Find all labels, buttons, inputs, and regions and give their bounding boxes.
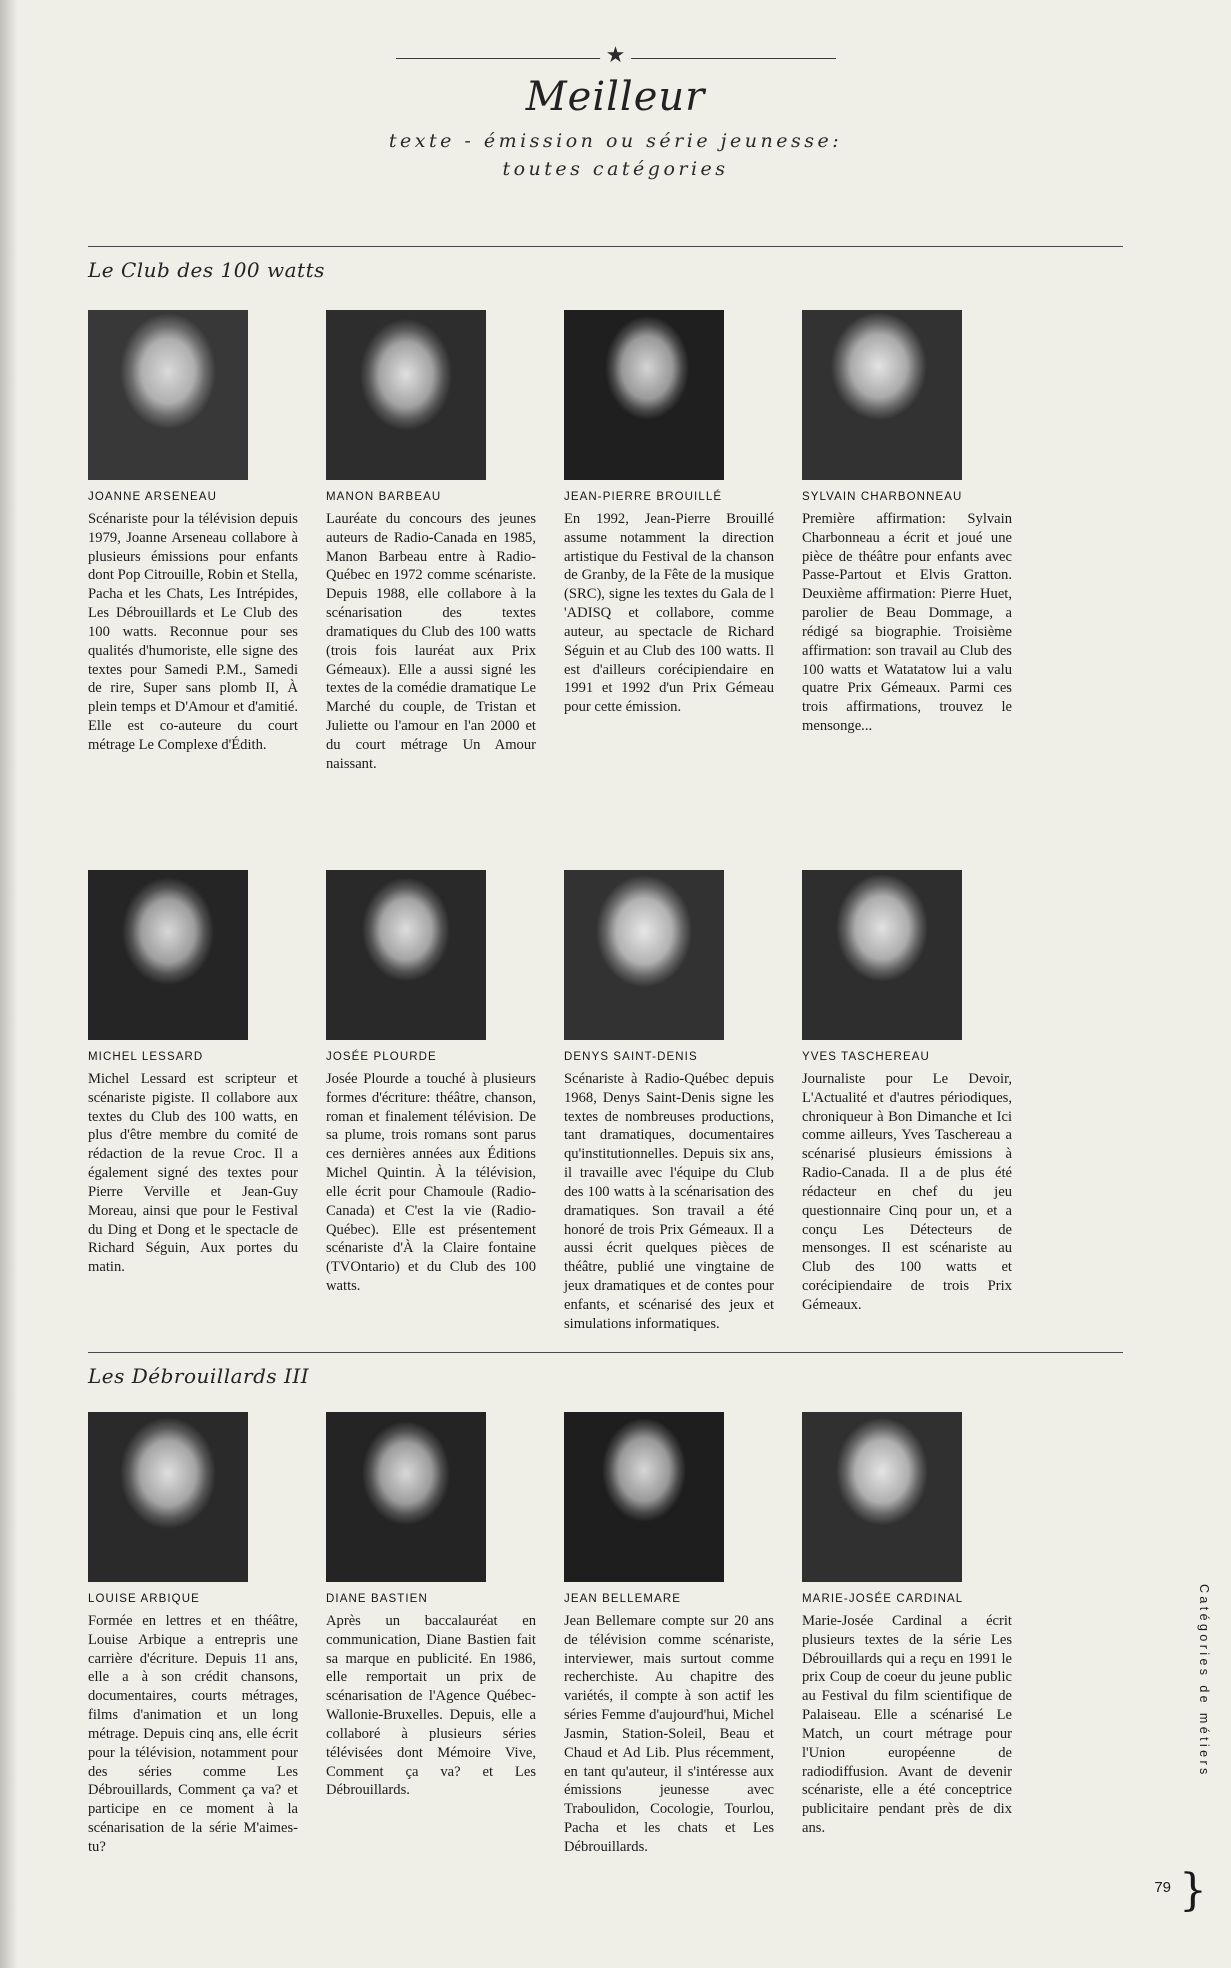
page-title: Meilleur — [525, 74, 706, 120]
people-row-1 — [88, 310, 1123, 773]
person-card — [88, 1412, 298, 1857]
portrait-image — [564, 1412, 724, 1582]
person-card — [564, 870, 774, 1333]
person-name: LOUISE ARBIQUE — [88, 1593, 200, 1605]
person-bio: Marie-Josée Cardinal a écrit plusieurs textes de la série Les Débrouillards qui a reçu en 1991 le prix Coup de coeur du jeune public au Festival du film scientifique de Palaiseau. Elle a scénarisé Le Match, un court métrage pour l'Union européenne de radiodiffusion. Avant de devenir scénariste, elle a été conceptrice publicitaire pendant près de dix ans. — [802, 1613, 1012, 1836]
person-name: MANON BARBEAU — [326, 491, 442, 503]
person-card — [802, 310, 1012, 773]
people-row-2 — [88, 870, 1123, 1333]
portrait-image — [88, 1412, 248, 1582]
person-bio: Josée Plourde a touché à plusieurs formes d'écriture: théâtre, chanson, roman et finalement télévision. De sa plume, trois romans sont parus ces dernières années aux Éditions Michel Quintin. À la télévision, elle écrit pour Chamoule (Radio-Canada) et C'est la vie (Radio-Québec). Elle est présentement scénariste d'À la Claire fontaine (TVOntario) et du Club des 100 watts. — [326, 1071, 536, 1294]
person-bio: En 1992, Jean-Pierre Brouillé assume notamment la direction artistique du Festival de la chanson de Granby, de la Fête de la musique (SRC), signe les textes du Gala de l 'ADISQ et collabore, comme auteur, au spectacle de Richard Séguin et au Club des 100 watts. Il est d'ailleurs corécipiendaire en 1991 et 1992 d'un Prix Gémeau pour cette émission. — [564, 511, 774, 716]
person-name: JOANNE ARSENEAU — [88, 491, 217, 503]
portrait-image — [564, 870, 724, 1040]
portrait-photo — [326, 1412, 486, 1582]
person-bio: Après un baccalauréat en communication, Diane Bastien fait sa marque en publicité. En 1986, elle remportait un prix de scénarisation de l'Agence Québec-Wallonie-Bruxelles. Depuis, elle a collaboré à plusieurs séries télévisées dont Mémoire Vive, Comment ça va? et Les Débrouillards. — [326, 1613, 536, 1799]
star-rule — [396, 44, 836, 66]
person-name: JOSÉE PLOURDE — [326, 1051, 437, 1063]
portrait-photo — [564, 870, 724, 1040]
brace-ornament: } — [1179, 1865, 1207, 1916]
person-bio: Scénariste pour la télévision depuis 1979, Joanne Arseneau collabore à plusieurs émissions pour enfants dont Pop Citrouille, Robin et Stella, Pacha et les Chats, Les Intrépides, Les Débrouillards et Le Club des 100 watts. Reconnue pour ses qualités d'humoriste, elle signe des textes pour Samedi P.M., Samedi de rire, Super sans plomb II, À plein temps et D'Amour et d'amitié. Elle est co-auteure du court métrage Le Complexe d'Édith. — [88, 511, 298, 753]
page-number: 79 — [1154, 1879, 1171, 1896]
person-bio: Lauréate du concours des jeunes auteurs de Radio-Canada en 1985, Manon Barbeau entre à Radio-Québec en 1972 comme scénariste. Depuis 1988, elle collabore à la scénarisation des textes dramatiques du Club des 100 watts (trois fois lauréat aux Prix Gémeaux). Elle a aussi signé les textes de la comédie dramatique Le Marché du couple, de Tristan et Juliette ou l'amour en l'an 2000 et du court métrage Un Amour naissant. — [326, 511, 536, 772]
portrait-image — [564, 310, 724, 480]
portrait-image — [88, 870, 248, 1040]
section-label-2: Les Débrouillards III — [88, 1364, 310, 1388]
portrait-photo — [326, 870, 486, 1040]
portrait-photo — [88, 870, 248, 1040]
person-card — [326, 870, 536, 1333]
portrait-image — [326, 1412, 486, 1582]
person-name: MARIE-JOSÉE CARDINAL — [802, 1593, 964, 1605]
person-name: JEAN BELLEMARE — [564, 1593, 682, 1605]
person-card — [564, 310, 774, 773]
person-bio: Scénariste à Radio-Québec depuis 1968, Denys Saint-Denis signe les textes de nombreuses productions, tant dramatiques, documentaires qu'institutionnelles. Depuis six ans, il travaille avec l'équipe du Club des 100 watts à la scénarisation des dramatiques. Son travail a été honoré de trois Prix Gémeaux. Il a aussi écrit quelques pièces de théâtre, publié une vingtaine de jeux dramatiques et de contes pour enfants, et scénarisé des jeux et simulations informatiques. — [564, 1071, 774, 1332]
person-name: DIANE BASTIEN — [326, 1593, 428, 1605]
page-header — [0, 44, 1231, 180]
portrait-image — [326, 870, 486, 1040]
portrait-photo — [88, 310, 248, 480]
person-bio: Première affirmation: Sylvain Charbonneau a écrit et joué une pièce de théâtre pour enfants avec Passe-Partout et Elvis Gratton. Deuxième affirmation: Pierre Huet, parolier de Beau Dommage, a rédigé sa biographie. Troisième affirmation: son travail au Club des 100 watts et Watatatow lui a valu quatre Prix Gémeaux. Parmi ces trois affirmations, trouvez le mensonge... — [802, 511, 1012, 734]
side-category-label: Catégories de métiers — [1197, 1584, 1211, 1778]
portrait-photo — [326, 310, 486, 480]
portrait-photo — [564, 1412, 724, 1582]
portrait-image — [802, 870, 962, 1040]
person-card — [326, 1412, 536, 1857]
person-bio: Journaliste pour Le Devoir, L'Actualité et d'autres périodiques, chroniqueur à Bon Dimanche et Ici comme ailleurs, Yves Taschereau a scénarisé plusieurs émissions à Radio-Canada. Il a de plus été rédacteur en chef du jeu questionnaire Cinq pour un, et a conçu Les Détecteurs de mensonges. Il est scénariste au Club des 100 watts et corécipiendaire de trois Prix Gémeaux. — [802, 1071, 1012, 1313]
portrait-image — [802, 1412, 962, 1582]
portrait-photo — [802, 1412, 962, 1582]
person-name: MICHEL LESSARD — [88, 1051, 204, 1063]
person-card — [326, 310, 536, 773]
person-bio: Formée en lettres et en théâtre, Louise Arbique a entrepris une carrière d'écriture. Depuis 11 ans, elle a à son crédit chansons, documentaires, courts métrages, films d'animation et un long métrage. Depuis cinq ans, elle écrit pour la télévision, notamment pour des séries comme Les Débrouillards, Comment ça va? et participe en ce moment à la scénarisation de la série M'aimes-tu? — [88, 1613, 298, 1855]
person-card — [88, 310, 298, 773]
page-subtitle-line2: toutes catégories — [502, 158, 729, 180]
portrait-photo — [564, 310, 724, 480]
person-card — [564, 1412, 774, 1857]
person-name: JEAN-PIERRE BROUILLÉ — [564, 491, 723, 503]
person-name: YVES TASCHEREAU — [802, 1051, 930, 1063]
person-card — [802, 1412, 1012, 1857]
section-label-1: Le Club des 100 watts — [88, 258, 325, 282]
portrait-image — [88, 310, 248, 480]
person-name: SYLVAIN CHARBONNEAU — [802, 491, 963, 503]
star-icon: ★ — [600, 44, 632, 66]
person-bio: Jean Bellemare compte sur 20 ans de télévision comme scénariste, interviewer, mais surtout comme recherchiste. Au chapitre des variétés, il compte à son actif les séries Femme d'aujourd'hui, Michel Jasmin, Station-Soleil, Beau et Chaud et Ad Lib. Plus récemment, en tant qu'auteur, il s'intéresse aux émissions jeunesse avec Traboulidon, Cocologie, Tourlou, Pacha et les chats et Les Débrouillards. — [564, 1613, 774, 1855]
person-card — [88, 870, 298, 1333]
section-rule-2 — [88, 1352, 1123, 1353]
page-edge-shadow — [0, 0, 18, 1968]
people-row-3 — [88, 1412, 1123, 1857]
person-card — [802, 870, 1012, 1333]
portrait-photo — [88, 1412, 248, 1582]
portrait-image — [802, 310, 962, 480]
portrait-image — [326, 310, 486, 480]
section-rule-1 — [88, 246, 1123, 247]
page-subtitle-line1: texte - émission ou série jeunesse: — [388, 130, 843, 152]
portrait-photo — [802, 310, 962, 480]
person-bio: Michel Lessard est scripteur et scénariste pigiste. Il collabore aux textes du Club des 100 watts, en plus d'être membre du comité de rédaction de la revue Croc. Il a également signé des textes pour Pierre Verville et Jean-Guy Moreau, ainsi que pour le Festival du Ding et Dong et le spectacle de Richard Séguin, Aux portes du matin. — [88, 1071, 298, 1276]
portrait-photo — [802, 870, 962, 1040]
person-name: DENYS SAINT-DENIS — [564, 1051, 698, 1063]
